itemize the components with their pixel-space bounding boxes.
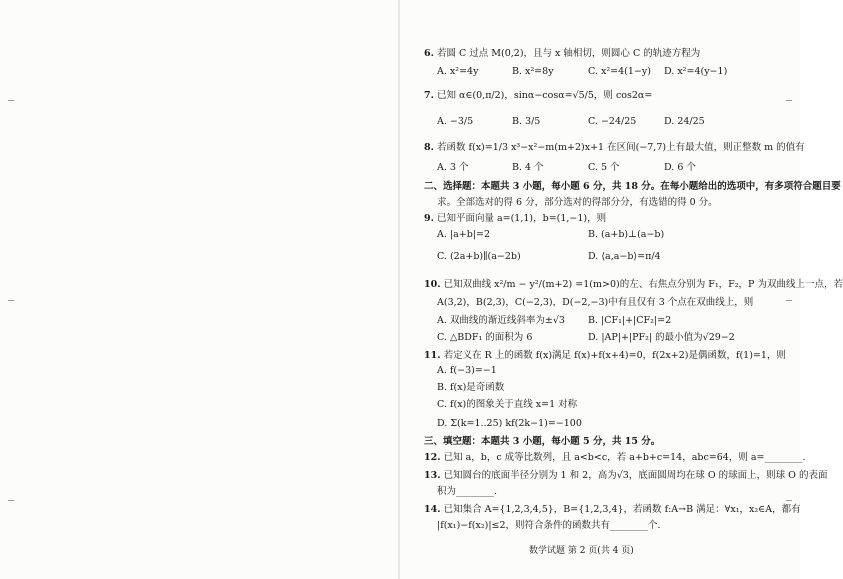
binding-mark <box>786 300 792 301</box>
question-12 <box>424 452 806 464</box>
option-c: C. f(x)的图象关于直线 x=1 对称 <box>437 399 578 410</box>
question-number: 9. <box>424 213 434 224</box>
question-10-continued: A(3,2)，B(2,3)，C(−2,3)，D(−2,−3)中有且仅有 3 个点在双曲线上，则 <box>437 297 754 308</box>
question-number: 14. <box>424 504 441 515</box>
option-d: D. Σ(k=1..25) kf(2k−1)=−100 <box>437 418 582 429</box>
question-number: 11. <box>424 350 441 361</box>
option-d: D. x²=4(y−1) <box>664 66 728 77</box>
section-2-heading: 二、选择题：本题共 3 小题，每小题 6 分，共 18 分。在每小题给出的选项中，有多项符合题目要 <box>424 181 841 192</box>
question-text: 已知圆台的底面半径分别为 1 和 2，高为√3，底面圆周均在球 O 的球面上，则球 O 的表面 <box>443 470 828 481</box>
question-13 <box>424 470 827 482</box>
question-text: 已知双曲线 x²/m − y²/(m+2) =1(m>0)的左、右焦点分别为 F₁，F₂，P 为双曲线上一点，若 <box>443 279 843 290</box>
option-d: D. |AP|+|PF₂| 的最小值为√29−2 <box>588 332 735 343</box>
option-a: A. 双曲线的渐近线斜率为±√3 <box>437 315 565 326</box>
option-d: D. 6 个 <box>664 162 696 173</box>
question-11 <box>424 350 786 362</box>
question-text: 已知 a，b，c 成等比数列，且 a<b<c，若 a+b+c=14，abc=64，则 a=________. <box>443 452 806 463</box>
binding-mark <box>8 300 14 301</box>
option-a: A. 3 个 <box>437 162 469 173</box>
question-number: 7. <box>424 90 434 101</box>
option-a: A. |a+b|=2 <box>437 229 491 240</box>
option-a: A. −3/5 <box>437 116 474 127</box>
option-b: B. x²=8y <box>512 66 554 77</box>
page-footer: 数学试题 第 2 页(共 4 页) <box>529 546 634 556</box>
question-number: 12. <box>424 452 441 463</box>
option-b: B. f(x)是奇函数 <box>437 382 505 393</box>
option-c: C. x²=4(1−y) <box>588 66 651 77</box>
option-c: C. (2a+b)∥(a−2b) <box>437 251 521 262</box>
question-7 <box>424 90 652 102</box>
question-number: 10. <box>424 279 441 290</box>
option-b: B. |CF₁|+|CF₂|=2 <box>588 315 672 326</box>
question-14 <box>424 504 801 516</box>
option-c: C. −24/25 <box>588 116 637 127</box>
option-d: D. 24/25 <box>664 116 705 127</box>
option-b: B. 3/5 <box>512 116 541 127</box>
question-number: 8. <box>424 142 434 153</box>
question-text: 已知集合 A={1,2,3,4,5}，B={1,2,3,4}，若函数 f:A→B 满足：∀x₁，x₂∈A，都有 <box>443 504 801 515</box>
question-6 <box>424 48 700 60</box>
binding-mark <box>8 500 14 501</box>
question-8 <box>424 142 805 154</box>
option-b: B. 4 个 <box>512 162 544 173</box>
question-13-continued: 积为________. <box>437 486 498 497</box>
option-b: B. (a+b)⊥(a−b) <box>588 229 665 240</box>
question-text: 已知 α∈(0,π/2)，sinα−cosα=√5/5，则 cos2α= <box>436 90 653 101</box>
question-text: 若定义在 R 上的函数 f(x)满足 f(x)+f(x+4)=0，f(2x+2)是偶函数，f(1)=1，则 <box>443 350 786 361</box>
option-c: C. 5 个 <box>588 162 620 173</box>
binding-mark <box>8 100 14 101</box>
option-d: D. ⟨a,a−b⟩=π/4 <box>588 251 661 262</box>
question-9 <box>424 213 606 225</box>
question-10 <box>424 279 843 291</box>
question-number: 13. <box>424 470 441 481</box>
question-text: 已知平面向量 a=(1,1)，b=(1,−1)，则 <box>436 213 607 224</box>
binding-mark <box>786 100 792 101</box>
binding-mark <box>786 500 792 501</box>
section-3-heading: 三、填空题：本题共 3 小题，每小题 5 分，共 15 分。 <box>424 436 661 447</box>
question-text: 若圆 C 过点 M(0,2)，且与 x 轴相切，则圆心 C 的轨迹方程为 <box>436 48 701 59</box>
section-2-instructions: 求。全部选对的得 6 分，部分选对的得部分分，有选错的得 0 分。 <box>437 197 718 208</box>
option-a: A. f(−3)=−1 <box>437 365 497 376</box>
question-14-continued: |f(x₁)−f(x₂)|≤2，则符合条件的函数共有________个. <box>437 520 661 531</box>
option-a: A. x²=4y <box>437 66 479 77</box>
page-fold <box>398 0 400 579</box>
option-c: C. △BDF₁ 的面积为 6 <box>437 332 533 343</box>
question-number: 6. <box>424 48 434 59</box>
question-text: 若函数 f(x)=1/3 x³−x²−m(m+2)x+1 在区间(−7,7)上有最大值，则正整数 m 的值有 <box>436 142 805 153</box>
